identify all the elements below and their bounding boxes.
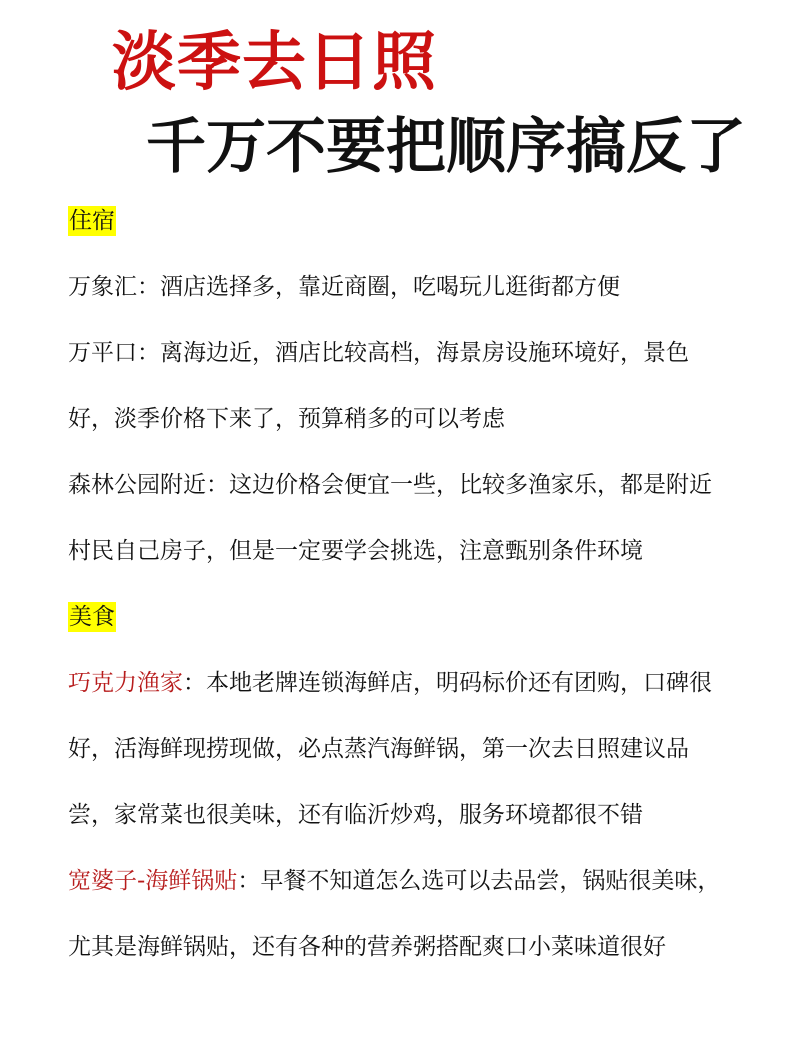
food-item-qiaokeli-yujia bbox=[68, 650, 733, 848]
lodging-item-separator: ： bbox=[137, 274, 160, 300]
food-item-text: 早餐不知道怎么选可以去品尝，锅贴很美味，尤其是海鲜锅贴，还有各种的营养粥搭配爽口小菜味道很好 bbox=[68, 868, 721, 960]
lodging-item-text: 酒店选择多，靠近商圈，吃喝玩儿逛街都方便 bbox=[160, 274, 620, 300]
food-heading-highlight: 美食 bbox=[69, 604, 115, 630]
food-item-separator: ： bbox=[183, 670, 206, 696]
lodging-item-name: 万象汇 bbox=[68, 274, 137, 300]
lodging-item-text: 这边价格会便宜一些，比较多渔家乐，都是附近村民自己房子，但是一定要学会挑选，注意甄别条件环境 bbox=[68, 472, 712, 564]
food-item-kuanpozi bbox=[68, 848, 733, 980]
article-body bbox=[68, 188, 733, 980]
lodging-item-separator: ： bbox=[206, 472, 229, 498]
title-line-2: 千万不要把顺序搞反了 bbox=[146, 112, 746, 182]
lodging-item-separator: ： bbox=[137, 340, 160, 366]
lodging-item-wanxianghui bbox=[68, 254, 733, 320]
section-heading-food bbox=[68, 584, 733, 650]
food-item-separator: ： bbox=[237, 868, 261, 894]
title-line-1: 淡季去日照 bbox=[112, 26, 437, 100]
section-heading-lodging bbox=[68, 188, 733, 254]
lodging-item-text: 离海边近，酒店比较高档，海景房设施环境好，景色好，淡季价格下来了，预算稍多的可以考虑 bbox=[68, 340, 689, 432]
food-item-name: 巧克力渔家 bbox=[68, 670, 183, 696]
lodging-item-wanpingkou bbox=[68, 320, 733, 452]
food-item-text: 本地老牌连锁海鲜店，明码标价还有团购，口碑很好，活海鲜现捞现做，必点蒸汽海鲜锅，第一次去日照建议品尝，家常菜也很美味，还有临沂炒鸡，服务环境都很不错 bbox=[68, 670, 712, 828]
food-item-name: 宽婆子-海鲜锅贴 bbox=[68, 868, 238, 894]
lodging-item-forest-park bbox=[68, 452, 733, 584]
lodging-item-name: 森林公园附近 bbox=[68, 472, 206, 498]
lodging-heading-highlight: 住宿 bbox=[69, 208, 115, 234]
lodging-item-name: 万平口 bbox=[68, 340, 137, 366]
